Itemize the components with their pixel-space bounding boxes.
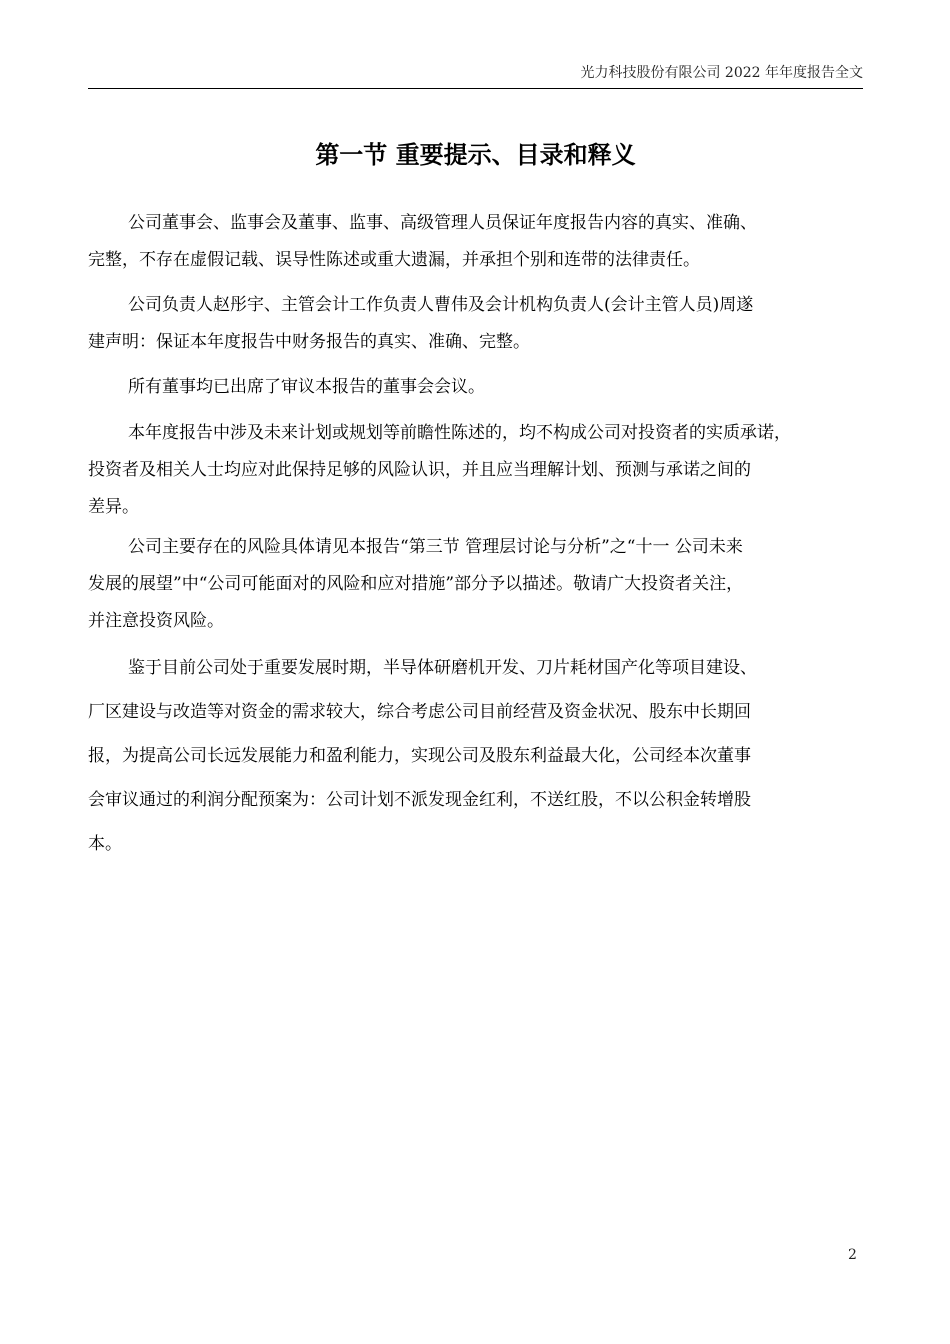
paragraph-line: 本年度报告中涉及未来计划或规划等前瞻性陈述的，均不构成公司对投资者的实质承诺， — [128, 423, 791, 443]
paragraph-line: 所有董事均已出席了审议本报告的董事会会议。 — [128, 377, 485, 397]
paragraph-line: 公司董事会、监事会及董事、监事、高级管理人员保证年度报告内容的真实、准确、 — [128, 213, 757, 233]
paragraph-line: 并注意投资风险。 — [88, 611, 224, 631]
paragraph-line: 公司主要存在的风险具体请见本报告“第三节 管理层讨论与分析”之“十一 公司未来 — [128, 537, 743, 557]
paragraph-line: 本。 — [88, 834, 122, 854]
paragraph-line: 报，为提高公司长远发展能力和盈利能力，实现公司及股东利益最大化，公司经本次董事 — [88, 746, 751, 766]
paragraph-line: 厂区建设与改造等对资金的需求较大，综合考虑公司目前经营及资金状况、股东中长期回 — [88, 702, 751, 722]
page-header — [88, 60, 863, 89]
paragraph-line: 会审议通过的利润分配预案为：公司计划不派发现金红利，不送红股，不以公积金转增股 — [88, 790, 751, 810]
paragraph-line: 完整，不存在虚假记载、误导性陈述或重大遗漏，并承担个别和连带的法律责任。 — [88, 250, 700, 270]
header-text: 光力科技股份有限公司 2022 年年度报告全文 — [580, 65, 863, 81]
paragraph-line: 建声明：保证本年度报告中财务报告的真实、准确、完整。 — [88, 332, 530, 352]
paragraph-line: 差异。 — [88, 497, 139, 517]
paragraph-line: 投资者及相关人士均应对此保持足够的风险认识，并且应当理解计划、预测与承诺之间的 — [88, 460, 751, 480]
paragraph-line: 鉴于目前公司处于重要发展时期，半导体研磨机开发、刀片耗材国产化等项目建设、 — [128, 658, 757, 678]
section-title: 第一节 重要提示、目录和释义 — [315, 140, 636, 169]
paragraph-line: 公司负责人赵彤宇、主管会计工作负责人曹伟及会计机构负责人(会计主管人员)周遂 — [128, 295, 754, 315]
paragraph-line: 发展的展望”中“公司可能面对的风险和应对措施”部分予以描述。敬请广大投资者关注， — [88, 574, 744, 594]
page-number: 2 — [848, 1247, 857, 1263]
